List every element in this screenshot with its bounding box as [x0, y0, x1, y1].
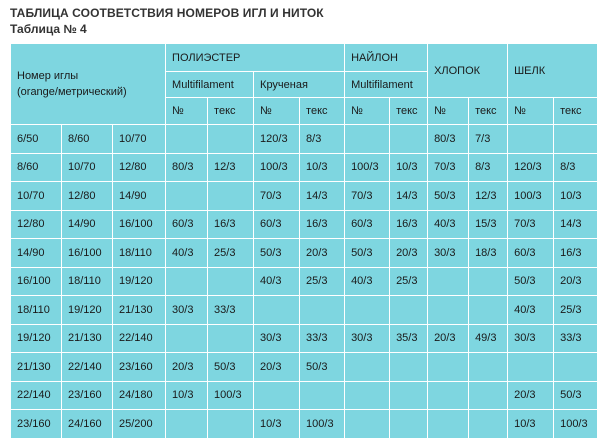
table-cell: 14/3	[300, 182, 345, 211]
table-cell: 8/60	[62, 125, 113, 154]
table-cell: 33/3	[300, 324, 345, 353]
table-cell	[166, 267, 208, 296]
table-cell: 12/80	[11, 210, 62, 239]
table-row	[11, 182, 598, 211]
table-cell: 23/160	[62, 381, 113, 410]
table-cell	[345, 410, 390, 439]
table-cell: 21/130	[11, 353, 62, 382]
table-cell: 12/80	[113, 153, 166, 182]
table-cell	[208, 125, 254, 154]
col-header-no: №	[508, 98, 554, 125]
col-header-no: №	[345, 98, 390, 125]
col-header-tex: текс	[554, 98, 598, 125]
table-cell: 100/3	[300, 410, 345, 439]
table-cell: 50/3	[254, 239, 300, 268]
table-cell: 30/3	[166, 296, 208, 325]
table-cell: 22/140	[113, 324, 166, 353]
table-cell: 14/3	[390, 182, 428, 211]
table-cell	[469, 296, 508, 325]
table-cell: 60/3	[254, 210, 300, 239]
polyester-twisted-header: Крученая	[254, 72, 345, 98]
table-cell: 12/3	[469, 182, 508, 211]
table-cell: 15/3	[469, 210, 508, 239]
table-cell	[208, 324, 254, 353]
table-cell: 18/3	[469, 239, 508, 268]
table-cell	[390, 410, 428, 439]
table-cell: 8/3	[300, 125, 345, 154]
table-cell	[300, 296, 345, 325]
table-row	[11, 353, 598, 382]
table-cell	[254, 296, 300, 325]
table-cell	[345, 296, 390, 325]
table-cell	[428, 267, 469, 296]
table-cell: 16/3	[300, 210, 345, 239]
col-header-no: №	[428, 98, 469, 125]
table-cell	[508, 353, 554, 382]
col-header-tex: текс	[469, 98, 508, 125]
table-cell: 10/3	[300, 153, 345, 182]
table-number: Таблица № 4	[10, 22, 87, 36]
table-cell	[345, 125, 390, 154]
table-cell: 30/3	[508, 324, 554, 353]
table-cell: 70/3	[345, 182, 390, 211]
table-cell: 22/140	[62, 353, 113, 382]
table-cell: 10/3	[554, 182, 598, 211]
table-cell: 60/3	[166, 210, 208, 239]
needle-header-line2: (orange/метрический)	[17, 86, 127, 98]
table-cell	[428, 353, 469, 382]
table-row	[11, 239, 598, 268]
table-cell: 8/3	[469, 153, 508, 182]
table-cell: 7/3	[469, 125, 508, 154]
table-cell: 14/90	[62, 210, 113, 239]
table-cell: 8/60	[11, 153, 62, 182]
table-cell	[208, 410, 254, 439]
table-cell: 25/3	[300, 267, 345, 296]
table-cell	[345, 353, 390, 382]
page-title: ТАБЛИЦА СООТВЕТСТВИЯ НОМЕРОВ ИГЛ И НИТОК	[10, 6, 324, 20]
table-cell: 40/3	[428, 210, 469, 239]
table-cell: 40/3	[166, 239, 208, 268]
table-cell	[390, 353, 428, 382]
table-cell: 25/3	[208, 239, 254, 268]
table-cell: 100/3	[254, 153, 300, 182]
table-row	[11, 410, 598, 439]
col-header-no: №	[254, 98, 300, 125]
table-row	[11, 125, 598, 154]
table-cell	[508, 125, 554, 154]
col-header-tex: текс	[208, 98, 254, 125]
table-cell: 24/180	[113, 381, 166, 410]
table-cell	[554, 125, 598, 154]
table-cell	[208, 267, 254, 296]
nylon-header: НАЙЛОН	[345, 44, 428, 72]
table-cell: 12/80	[62, 182, 113, 211]
table-cell: 100/3	[554, 410, 598, 439]
polyester-multifilament-header: Multifilament	[166, 72, 254, 98]
table-cell	[469, 410, 508, 439]
table-cell	[390, 125, 428, 154]
table-cell: 35/3	[390, 324, 428, 353]
table-cell	[166, 410, 208, 439]
table-cell: 50/3	[208, 353, 254, 382]
table-cell: 40/3	[508, 296, 554, 325]
table-cell: 10/3	[390, 153, 428, 182]
table-cell: 50/3	[345, 239, 390, 268]
needle-thread-table	[10, 43, 598, 439]
table-cell: 22/140	[11, 381, 62, 410]
table-cell	[428, 381, 469, 410]
table-cell	[166, 324, 208, 353]
table-cell: 12/3	[208, 153, 254, 182]
table-row	[11, 267, 598, 296]
table-cell: 14/3	[554, 210, 598, 239]
table-cell: 23/160	[113, 353, 166, 382]
table-cell: 100/3	[508, 182, 554, 211]
table-cell: 20/3	[300, 239, 345, 268]
table-cell: 120/3	[508, 153, 554, 182]
table-cell: 10/70	[113, 125, 166, 154]
needle-header-line1: Номер иглы	[17, 70, 79, 82]
table-cell: 30/3	[345, 324, 390, 353]
table-cell: 16/3	[208, 210, 254, 239]
table-cell: 8/3	[554, 153, 598, 182]
table-cell: 40/3	[345, 267, 390, 296]
table-cell: 10/3	[508, 410, 554, 439]
table-cell: 80/3	[166, 153, 208, 182]
table-cell: 50/3	[508, 267, 554, 296]
table-row	[11, 381, 598, 410]
polyester-header: ПОЛИЭСТЕР	[166, 44, 345, 72]
table-cell: 25/3	[390, 267, 428, 296]
table-cell: 33/3	[208, 296, 254, 325]
table-cell	[300, 381, 345, 410]
table-cell: 18/110	[62, 267, 113, 296]
table-cell: 21/130	[62, 324, 113, 353]
table-cell: 30/3	[428, 239, 469, 268]
table-cell	[390, 296, 428, 325]
table-cell: 100/3	[208, 381, 254, 410]
table-cell: 10/70	[11, 182, 62, 211]
table-cell: 14/90	[11, 239, 62, 268]
table-cell: 10/3	[254, 410, 300, 439]
table-cell	[469, 353, 508, 382]
table-cell: 60/3	[345, 210, 390, 239]
table-cell: 20/3	[554, 267, 598, 296]
table-row	[11, 153, 598, 182]
table-cell	[254, 381, 300, 410]
table-body	[11, 125, 598, 439]
table-cell	[428, 410, 469, 439]
table-cell: 16/3	[554, 239, 598, 268]
col-header-tex: текс	[390, 98, 428, 125]
needle-number-header	[11, 44, 166, 125]
table-cell: 10/70	[62, 153, 113, 182]
table-cell	[390, 381, 428, 410]
table-cell: 16/100	[113, 210, 166, 239]
table-cell: 16/100	[62, 239, 113, 268]
table-cell	[428, 296, 469, 325]
col-header-tex: текс	[300, 98, 345, 125]
nylon-multifilament-header: Multifilament	[345, 72, 428, 98]
table-cell: 20/3	[166, 353, 208, 382]
table-cell: 70/3	[428, 153, 469, 182]
table-cell: 23/160	[11, 410, 62, 439]
table-cell: 21/130	[113, 296, 166, 325]
table-cell: 80/3	[428, 125, 469, 154]
table-cell: 18/110	[11, 296, 62, 325]
table-cell: 19/120	[11, 324, 62, 353]
table-cell: 25/3	[554, 296, 598, 325]
table-cell: 49/3	[469, 324, 508, 353]
table-cell	[469, 267, 508, 296]
col-header-no: №	[166, 98, 208, 125]
table-cell: 10/3	[166, 381, 208, 410]
table-cell: 18/110	[113, 239, 166, 268]
table-cell: 33/3	[554, 324, 598, 353]
table-cell: 16/100	[11, 267, 62, 296]
table-cell: 50/3	[554, 381, 598, 410]
table-cell: 70/3	[508, 210, 554, 239]
table-cell	[345, 381, 390, 410]
table-cell: 20/3	[390, 239, 428, 268]
table-cell: 19/120	[113, 267, 166, 296]
table-cell	[166, 125, 208, 154]
table-cell: 100/3	[345, 153, 390, 182]
cotton-header: ХЛОПОК	[428, 44, 508, 98]
table-cell	[554, 353, 598, 382]
silk-header: ШЕЛК	[508, 44, 598, 98]
table-cell: 120/3	[254, 125, 300, 154]
table-cell: 20/3	[508, 381, 554, 410]
table-cell: 24/160	[62, 410, 113, 439]
table-cell: 20/3	[254, 353, 300, 382]
table-row	[11, 296, 598, 325]
table-cell: 20/3	[428, 324, 469, 353]
table-cell: 70/3	[254, 182, 300, 211]
table-cell: 50/3	[428, 182, 469, 211]
table-cell	[469, 381, 508, 410]
table-cell: 6/50	[11, 125, 62, 154]
table-cell: 50/3	[300, 353, 345, 382]
table-cell: 19/120	[62, 296, 113, 325]
table-cell: 60/3	[508, 239, 554, 268]
table-row	[11, 324, 598, 353]
table-cell: 30/3	[254, 324, 300, 353]
table-cell	[166, 182, 208, 211]
table-row	[11, 210, 598, 239]
table-cell: 25/200	[113, 410, 166, 439]
table-cell: 16/3	[390, 210, 428, 239]
table-cell	[208, 182, 254, 211]
table-cell: 14/90	[113, 182, 166, 211]
table-cell: 40/3	[254, 267, 300, 296]
